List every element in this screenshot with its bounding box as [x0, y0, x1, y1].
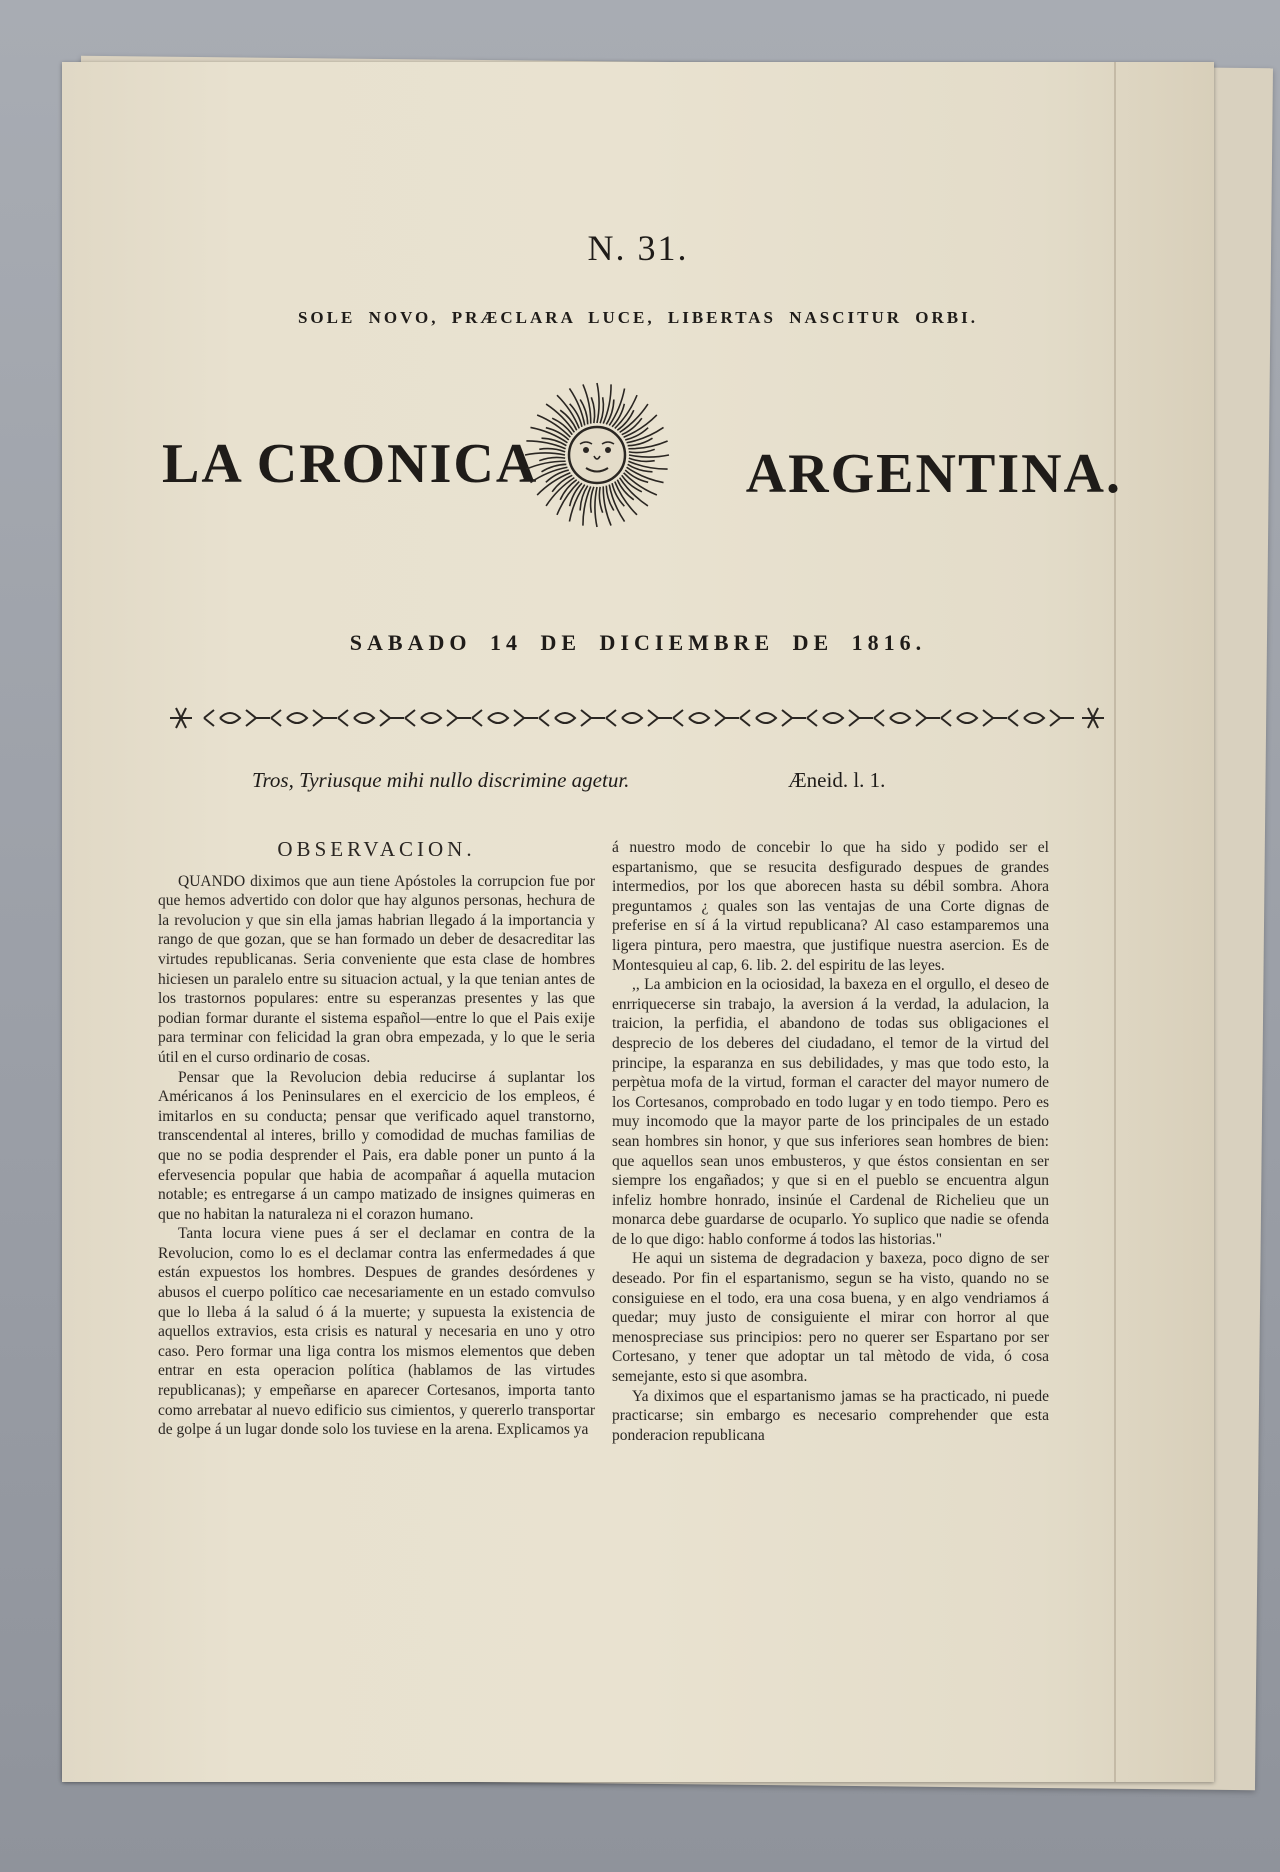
epigraph: Tros, Tyriusque mihi nullo discrimine agetur.: [252, 768, 630, 792]
ornamental-rule: [162, 700, 1112, 736]
issue-date: SABADO 14 DE DICIEMBRE DE 1816.: [349, 630, 927, 655]
paragraph: Pensar que la Revolucion debia reducirse á suplantar los Américanos á los Peninsulares en el exercicio de los empleos, é imitarlos en su conducta; pensar que verificado aquel transtorno, transcendental al interes, brillo y comodidad de muchas familias de que no se podia desprender el Pais, era dable poner un punto á la efervesencia popular que habia de acompañar á aquella mutacion notable; es entregarse á un campo matizado de insignes quimeras en que no habitan la naturaleza ni el corazon humano.: [158, 1068, 595, 1223]
paragraph: Ya diximos que el espartanismo jamas se ha practicado, ni puede practicarse; sin embargo es necesario comprehender que esta ponderacion republicana: [612, 1387, 1049, 1444]
epigraph-source: Æneid. l. 1.: [788, 768, 886, 792]
column-left: [158, 838, 595, 1440]
newspaper-page: [62, 62, 1214, 1782]
paragraph: ,, La ambicion en la ociosidad, la baxeza en el orgullo, el deseo de enrriquecerse sin trabajo, la aversion á la verdad, la adulacion, la traicion, la perfidia, el abandono de todas sus obligaciones el desprecio de los deberes del ciudadano, el temor de la virtud del principe, la esparanza en sus debilidades, y mas que todo esto, la perpètua mofa de la virtud, forman el caracter del mayor numero de los Cortesanos, comprobado en todo lugar y en todo tiempo. Pero es muy incomodo que la mayor parte de los principales de un estado sean hombres sin honor, y que sus inferiores sean hombres de bien: que aquellos sean unos embusteros, y que éstos consientan en ser siempre los engañados; y que si en el pueblo se encuentra algun infeliz hombre honrado, insinúe el Cardenal de Richelieu que un monarca debe guardarse de ocuparlo. Yo suplico que nadie se ofenda de lo que digo: hablo conforme á todos las historias.": [612, 976, 1049, 1248]
sun-emblem-icon: [522, 380, 672, 530]
column-right: [612, 838, 1049, 1445]
issue-number: N. 31.: [587, 228, 689, 268]
masthead-left: LA CRONICA: [162, 433, 539, 495]
paragraph: He aqui un sistema de degradacion y baxeza, poco digno de ser deseado. Por fin el espartanismo, segun se ha visto, quando no se consiguiese en el todo, era una cosa buena, y en algo vendriamos á quedar; muy justo de consiguiente el mirar con horror al que menospreciase sus principios: pero no querer ser Espartano por ser Cortesano, y tener que adoptar un tal mètodo de vida, ó cosa semejante, esto si que asombra.: [612, 1250, 1049, 1386]
paragraph: QUANDO diximos que aun tiene Apóstoles la corrupcion fue por que hemos advertido con dolor que hay algunos personas, hechura de la revolucion y que sin ella jamas habrian llegado á la importancia y rango de que gozan, que se han formado un deber de desacreditar las virtudes republicanas. Seria conveniente que esta clase de hombres hiciesen un paralelo entre su situacion actual, y la que tenian antes de los trastornos populares: entre su esperanzas presentes y las que podian formar durante el sistema español—entre lo que el Pais exije para terminar con felicidad la gran obra empezada, y lo que le seria útil en el curso ordinario de cosas.: [158, 872, 595, 1066]
article-heading: OBSERVACION.: [277, 837, 476, 861]
paragraph: Tanta locura viene pues á ser el declamar en contra de la Revolucion, como lo es el declamar contra las enfermedades á que están expuestos los hombres. Despues de grandes desórdenes y abusos el cuerpo político cae necesariamente en un estado comvulso que lo lleba á la salud ó á la muerte; y supuesta la existencia de aquellos extravios, esta crisis es natural y necesaria en uno y otro caso. Pero formar una liga contra los mismos elementos que deben entrar en esta operacion política (hablamos de las virtudes republicanas); y empeñarse en aparecer Cortesanos, importa tanto como arrebatar al nuevo edificio sus cimientos, y quererlo transportar de golpe á un lugar donde solo los tuviese en la arena. Explicamos ya: [158, 1225, 595, 1439]
motto: SOLE NOVO, PRÆCLARA LUCE, LIBERTAS NASCITUR ORBI.: [297, 308, 979, 327]
masthead-right: ARGENTINA.: [745, 443, 1122, 505]
paragraph: á nuestro modo de concebir lo que ha sido y podido ser el espartanismo, que se resucita desfigurado despues de grandes intermedios, por los que aborecen hasta su débil sombra. Ahora preguntamos ¿ quales son las ventajas de una Corte dignas de preferise en sí á la virtud republicana? Al caso estamparemos una ligera pintura, pero maestra, que justifique nuestra asercion. Es de Montesquieu al cap, 6. lib. 2. del espiritu de las leyes.: [612, 839, 1049, 974]
